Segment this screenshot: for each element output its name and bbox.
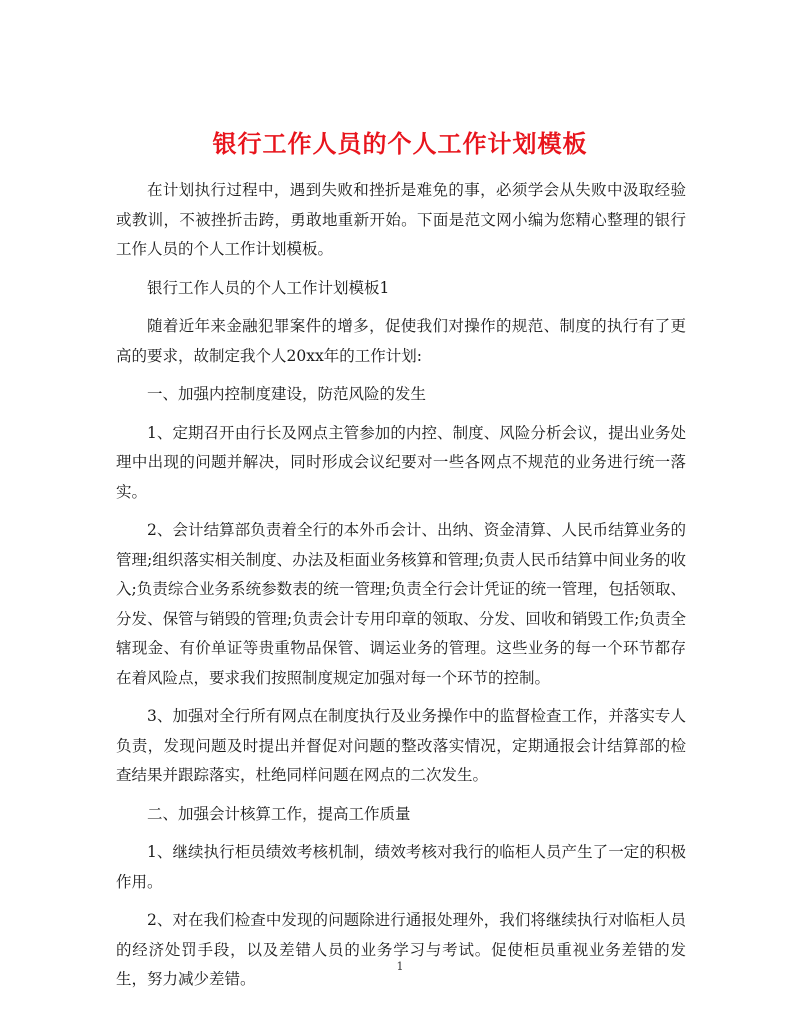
paragraph-item-2: 2、会计结算部负责着全行的本外币会计、出纳、资金清算、人民币结算业务的管理;组织落实相关制度、办法及柜面业务核算和管理;负责人民币结算中间业务的收入;负责综合业务系统参数表的统一管理;负责全行会计凭证的统一管理，包括领取、分发、保管与销毁的管理;负责会计专用印章的领取、分发、回收和销毁工作;负责全辖现金、有价单证等贵重物品保管、调运业务的管理。这些业务的每一个环节都存在着风险点，要求我们按照制度规定加强对每一个环节的控制。 <box>116 521 686 687</box>
page-number: 1 <box>396 960 404 973</box>
document-body <box>116 176 686 1004</box>
paragraph-accounting-item-2: 2、对在我们检查中发现的问题除进行通报处理外，我们将继续执行对临柜人员的经济处罚手段，以及差错人员的业务学习与考试。促使柜员重视业务差错的发生，努力减少差错。 <box>116 911 686 988</box>
section-heading-accounting: 二、加强会计核算工作，提高工作质量 <box>147 804 411 823</box>
paragraph-background: 随着近年来金融犯罪案件的增多，促使我们对操作的规范、制度的执行有了更高的要求，故制定我个人20xx年的工作计划: <box>116 317 686 365</box>
paragraph-item-1: 1、定期召开由行长及网点主管参加的内控、制度、风险分析会议，提出业务处理中出现的问题并解决，同时形成会议纪要对一些各网点不规范的业务进行统一落实。 <box>116 423 686 501</box>
paragraph-item-3: 3、加强对全行所有网点在制度执行及业务操作中的监督检查工作，并落实专人负责，发现问题及时提出并督促对问题的整改落实情况，定期通报会计结算部的检查结果并跟踪落实，杜绝同样问题在网点的二次发生。 <box>116 707 686 784</box>
section-heading-internal-control: 一、加强内控制度建设，防范风险的发生 <box>147 385 427 403</box>
paragraph-template-heading: 银行工作人员的个人工作计划模板1 <box>147 278 390 297</box>
document-title: 银行工作人员的个人工作计划模板 <box>212 129 588 159</box>
paragraph-accounting-item-1: 1、继续执行柜员绩效考核机制，绩效考核对我行的临柜人员产生了一定的积极作用。 <box>116 843 686 891</box>
paragraph-intro: 在计划执行过程中，遇到失败和挫折是难免的事，必须学会从失败中汲取经验或教训，不被挫折击跨，勇敢地重新开始。下面是范文网小编为您精心整理的银行工作人员的个人工作计划模板。 <box>116 181 686 258</box>
